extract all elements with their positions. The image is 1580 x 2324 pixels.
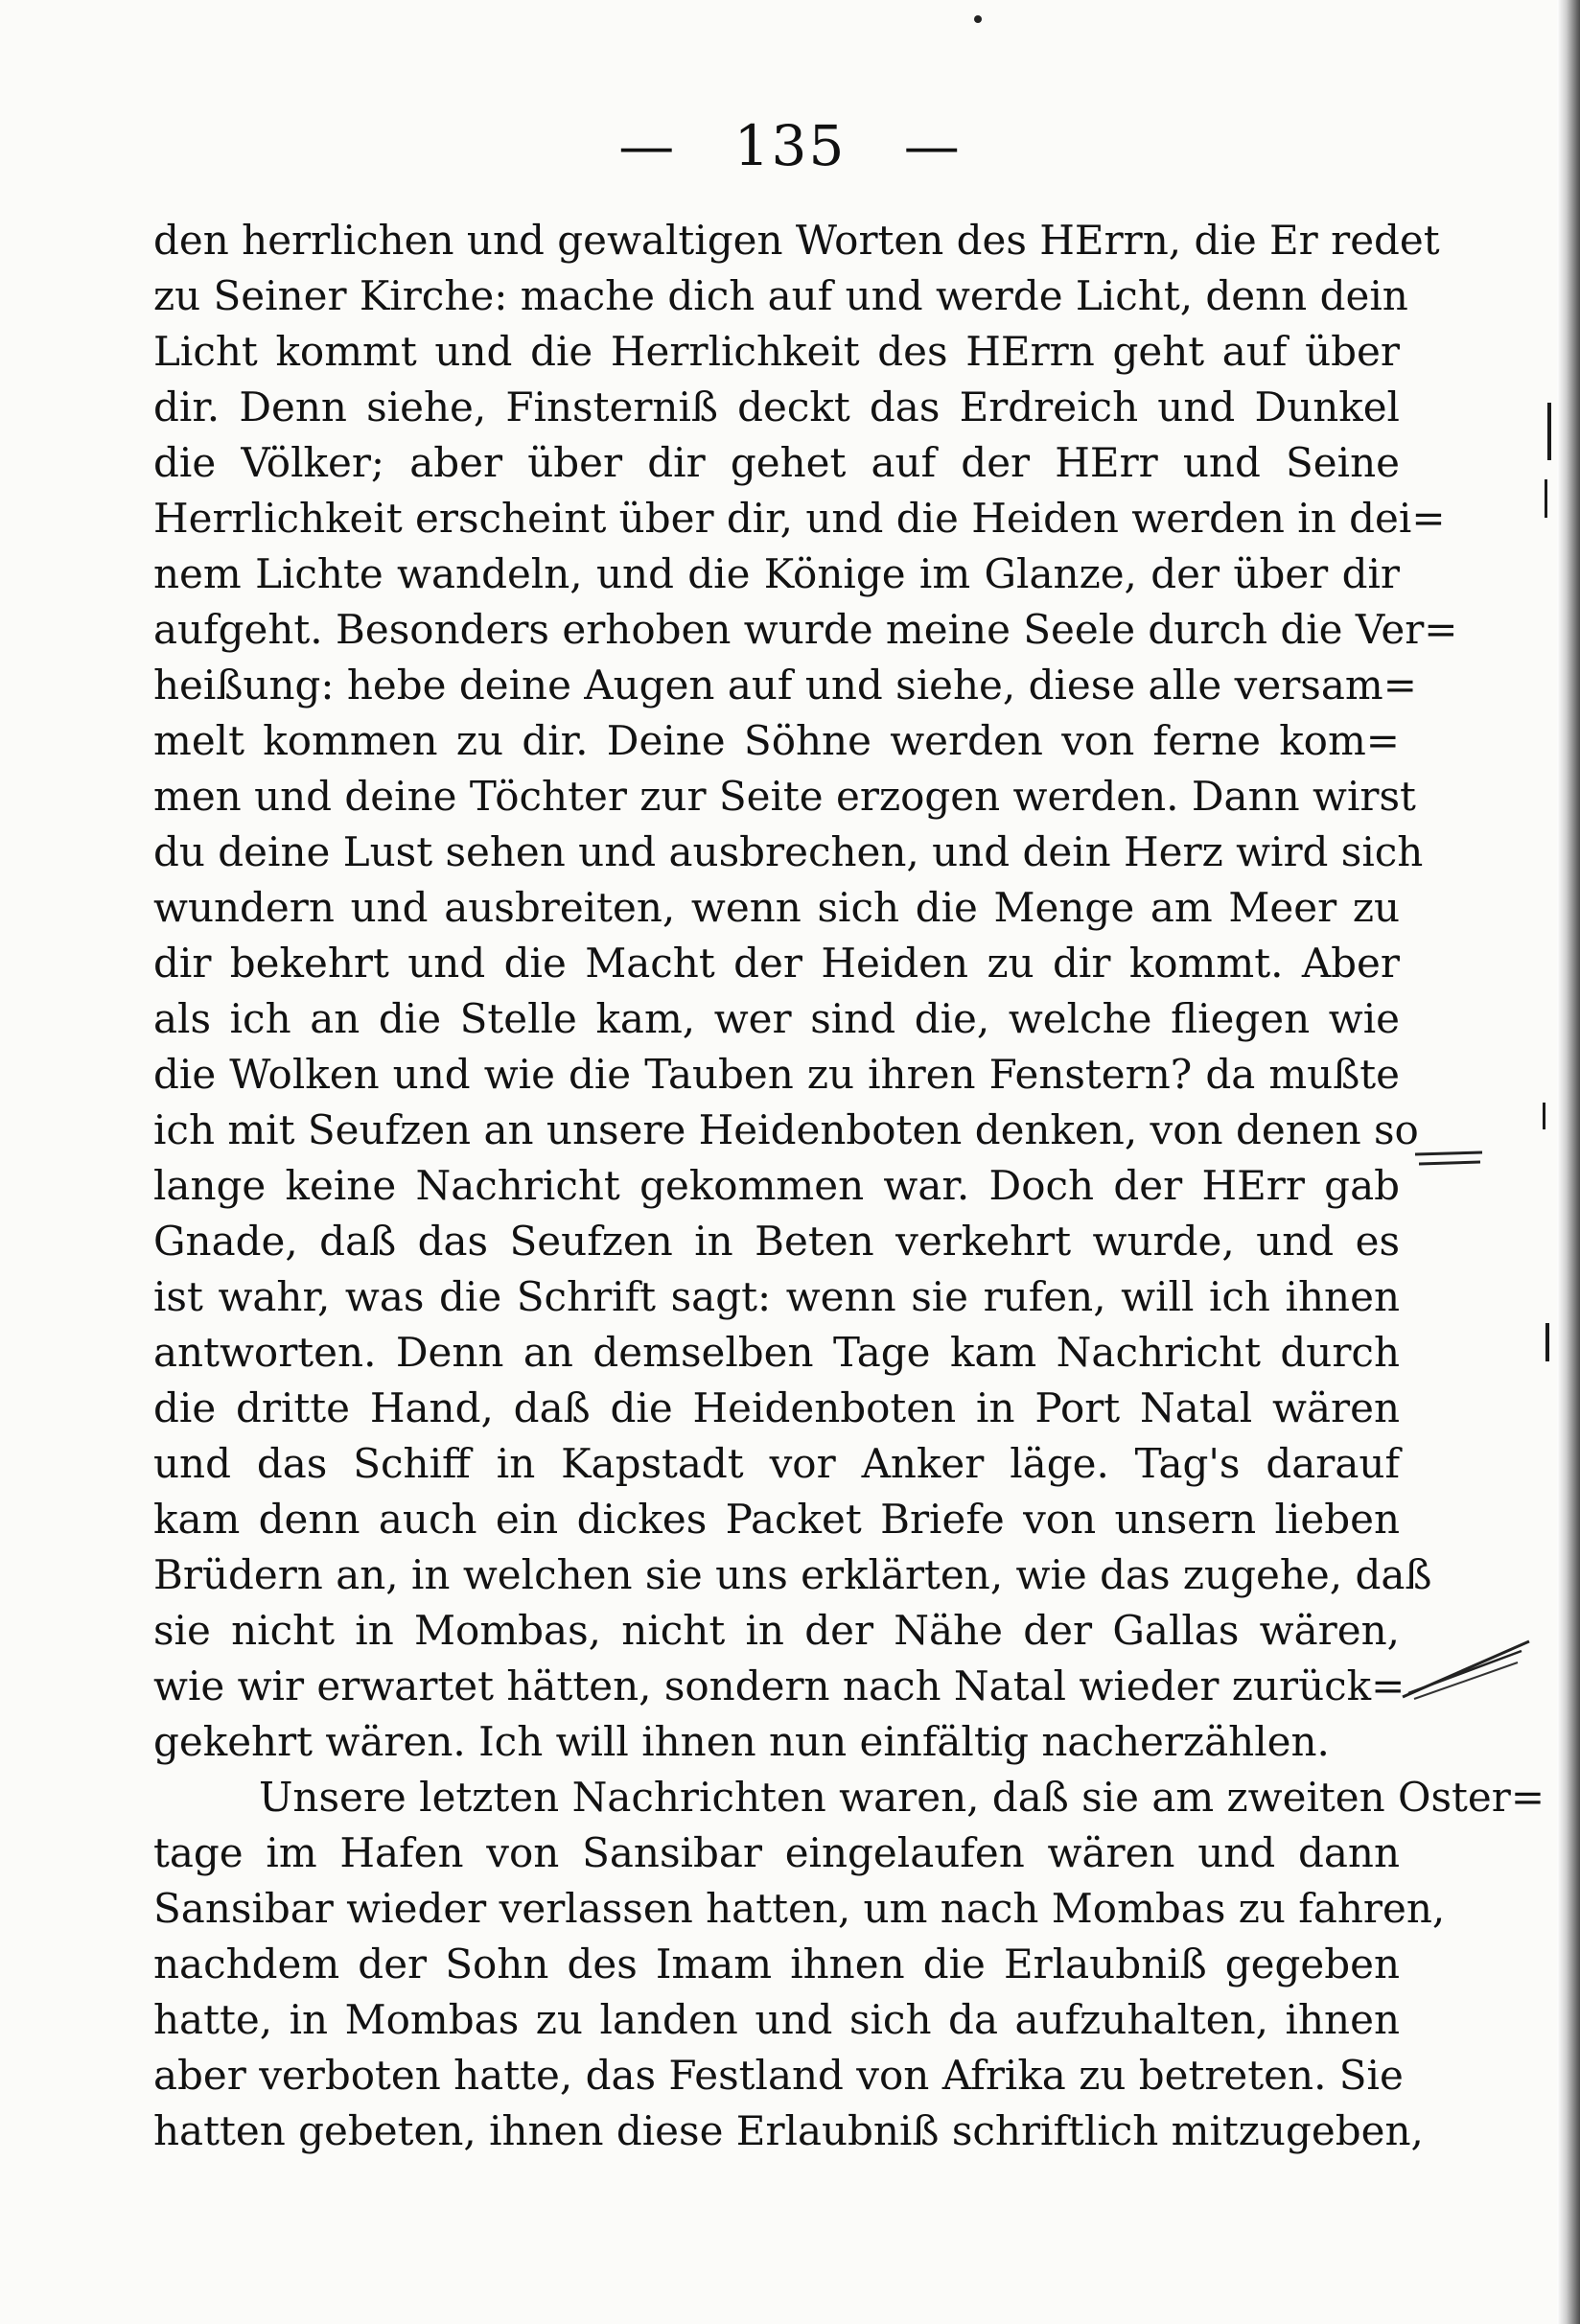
text-line: antworten. Denn an demselben Tage kam Nachricht durch [153,1329,1400,1376]
header-dash-left: — [618,113,677,178]
text-line: die Völker; aber über dir gehet auf der HErr und Seine [153,439,1400,486]
text-line: dir. Denn siehe, Finsterniß deckt das Erdreich und Dunkel [153,383,1400,430]
page-number: 135 [733,113,847,178]
margin-slash-mark [1395,1630,1539,1707]
text-line: Sansibar wieder verlassen hatten, um nach Mombas zu fahren, [153,1885,1446,1932]
text-line: aber verboten hatte, das Festland von Afrika zu betreten. Sie [153,2052,1404,2099]
text-line: nachdem der Sohn des Imam ihnen die Erlaubniß gegeben [153,1941,1400,1987]
text-line: wie wir erwartet hätten, sondern nach Natal wieder zurück= [153,1662,1406,1709]
page-header [0,113,1580,178]
text-line: melt kommen zu dir. Deine Söhne werden von ferne kom= [153,717,1400,764]
text-line: hatte, in Mombas zu landen und sich da aufzuhalten, ihnen [153,1996,1400,2043]
text-line: dir bekehrt und die Macht der Heiden zu dir kommt. Aber [153,940,1400,987]
edge-speck [1545,479,1547,518]
text-line: Brüdern an, in welchen sie uns erklärten, wie das zugehe, daß [153,1551,1432,1598]
text-line: aufgeht. Besonders erhoben wurde meine Seele durch die Ver= [153,606,1458,653]
text-line: und das Schiff in Kapstadt vor Anker läge. Tag's darauf [153,1440,1400,1487]
text-line: den herrlichen und gewaltigen Worten des HErrn, die Er redet [153,217,1440,264]
text-line: als ich an die Stelle kam, wer sind die, welche fliegen wie [153,995,1400,1042]
text-line: ich mit Seufzen an unsere Heidenboten denken, von denen so [153,1106,1419,1153]
text-line: die Wolken und wie die Tauben zu ihren Fenstern? da mußte [153,1051,1400,1098]
margin-equals-mark [1411,1141,1488,1179]
text-line: hatten gebeten, ihnen diese Erlaubniß schriftlich mitzugeben, [153,2107,1424,2154]
text-line: Unsere letzten Nachrichten waren, daß sie am zweiten Oster= [259,1774,1545,1821]
header-dash-right: — [903,113,962,178]
text-line: tage im Hafen von Sansibar eingelaufen wären und dann [153,1829,1400,1876]
text-line: wundern und ausbreiten, wenn sich die Menge am Meer zu [153,884,1400,931]
edge-speck [1543,1103,1545,1129]
text-line: nem Lichte wandeln, und die Könige im Glanze, der über dir [153,550,1400,597]
text-line: zu Seiner Kirche: mache dich auf und werde Licht, denn dein [153,272,1408,319]
text-line: heißung: hebe deine Augen auf und siehe, diese alle versam= [153,662,1417,709]
edge-speck [1547,403,1551,460]
text-line: du deine Lust sehen und ausbrechen, und dein Herz wird sich [153,828,1424,875]
text-line: sie nicht in Mombas, nicht in der Nähe der Gallas wären, [153,1607,1400,1654]
text-line: lange keine Nachricht gekommen war. Doch der HErr gab [153,1162,1400,1209]
ink-speck [974,15,982,23]
text-line: die dritte Hand, daß die Heidenboten in Port Natal wären [153,1384,1400,1431]
scan-edge-shadow [1557,0,1580,2324]
edge-speck [1545,1323,1549,1361]
text-line: ist wahr, was die Schrift sagt: wenn sie rufen, will ich ihnen [153,1273,1400,1320]
text-line: Licht kommt und die Herrlichkeit des HErrn geht auf über [153,328,1400,375]
body-text [153,213,1545,2159]
text-line: Herrlichkeit erscheint über dir, und die Heiden werden in dei= [153,495,1446,542]
text-line: Gnade, daß das Seufzen in Beten verkehrt wurde, und es [153,1218,1400,1265]
text-line: men und deine Töchter zur Seite erzogen werden. Dann wirst [153,773,1416,820]
text-line: gekehrt wären. Ich will ihnen nun einfältig nacherzählen. [153,1718,1330,1765]
text-line: kam denn auch ein dickes Packet Briefe von unsern lieben [153,1496,1400,1543]
